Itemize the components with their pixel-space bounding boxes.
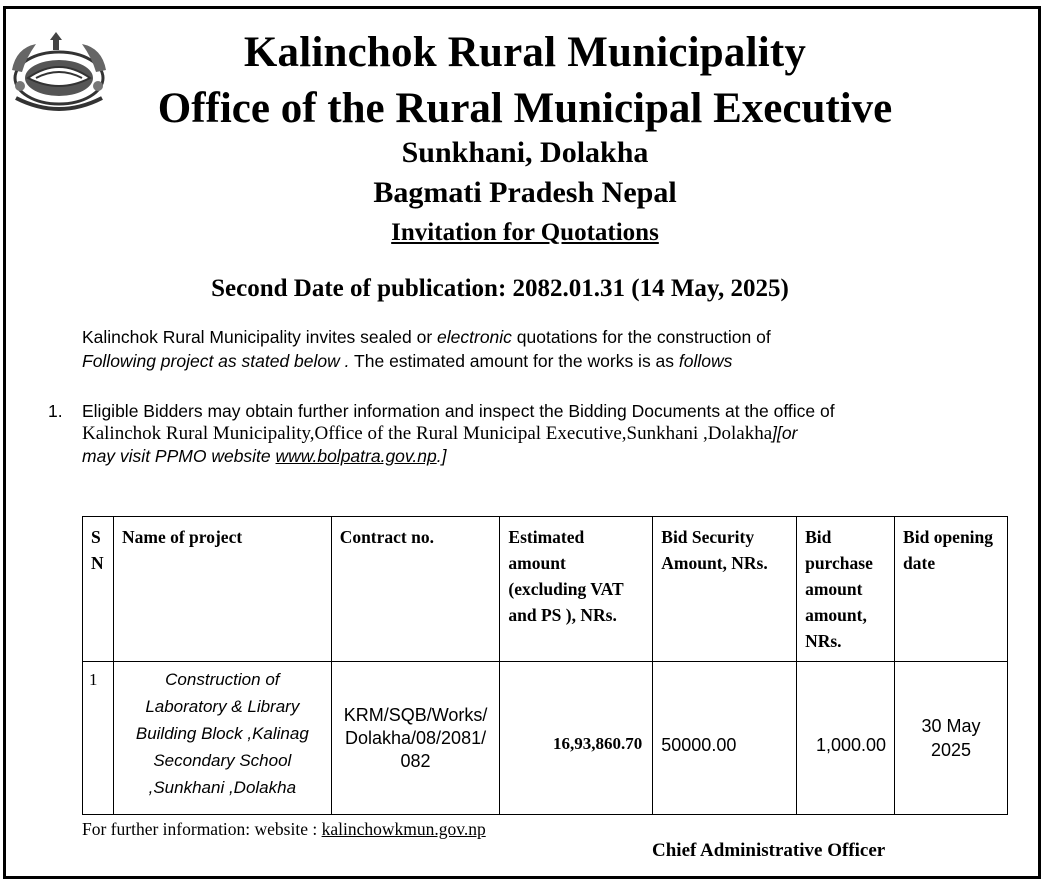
intro-text-electronic: electronic <box>437 327 512 347</box>
cell-sn: 1 <box>83 662 114 815</box>
intro-text-1: Kalinchok Rural Municipality invites sealed or <box>82 327 438 347</box>
footer-info <box>82 819 486 840</box>
header-contract: Contract no. <box>331 517 500 662</box>
item-line-3-end: .] <box>436 446 447 466</box>
intro-paragraph <box>82 325 942 373</box>
item-line-2: Kalinchok Rural Municipality,Office of the Rural Municipal Executive,Sunkhani ,Dolakha <box>82 423 773 444</box>
signatory-title: Chief Administrative Officer <box>652 840 886 861</box>
cell-project-name: Construction of Laboratory & Library Building Block ,Kalinag Secondary School ,Sunkhani ,Dolakha <box>113 662 331 815</box>
province-line: Bagmati Pradesh Nepal <box>373 176 677 209</box>
office-title: Office of the Rural Municipal Executive <box>157 85 893 132</box>
header-name: Name of project <box>113 517 331 662</box>
footer-info-label: For further information: website : <box>82 819 322 839</box>
item-line-1: Eligible Bidders may obtain further information and inspect the Bidding Documents at the office of <box>82 401 835 421</box>
quotation-table <box>82 516 1008 815</box>
municipality-website-link[interactable]: kalinchowkmun.gov.np <box>321 819 486 839</box>
header-sn: S N <box>83 517 114 662</box>
intro-text-3: The estimated amount for the works is as <box>349 351 679 371</box>
header-opening: Bid opening date <box>895 517 1008 662</box>
cell-estimated-amount: 16,93,860.70 <box>500 662 653 815</box>
item-line-3: may visit PPMO website <box>82 446 276 466</box>
bolpatra-link[interactable]: www.bolpatra.gov.np <box>275 446 437 466</box>
table-row <box>83 662 1008 815</box>
municipality-title: Kalinchok Rural Municipality <box>243 29 807 76</box>
header-estimated: Estimated amount (excluding VAT and PS ), NRs. <box>500 517 653 662</box>
cell-bid-opening-date: 30 May 2025 <box>895 662 1008 815</box>
cell-contract-no: KRM/SQB/Works/Dolakha/08/2081/082 <box>331 662 500 815</box>
item-line-2-end: ][or <box>772 423 798 443</box>
intro-text-2: quotations for the construction of <box>511 327 771 347</box>
intro-text-following: Following project as stated below . <box>82 351 350 371</box>
cell-bid-purchase: 1,000.00 <box>797 662 895 815</box>
intro-text-follows: follows <box>678 351 733 371</box>
table-header-row <box>83 517 1008 662</box>
cell-bid-security: 50000.00 <box>653 662 797 815</box>
header-security: Bid Security Amount, NRs. <box>653 517 797 662</box>
publication-date: Second Date of publication: 2082.01.31 (14 May, 2025) <box>211 275 789 302</box>
header-purchase: Bid purchase amount amount, NRs. <box>797 517 895 662</box>
notice-title: Invitation for Quotations <box>391 219 659 246</box>
item-number: 1. <box>48 401 63 421</box>
location-line: Sunkhani, Dolakha <box>401 136 649 169</box>
